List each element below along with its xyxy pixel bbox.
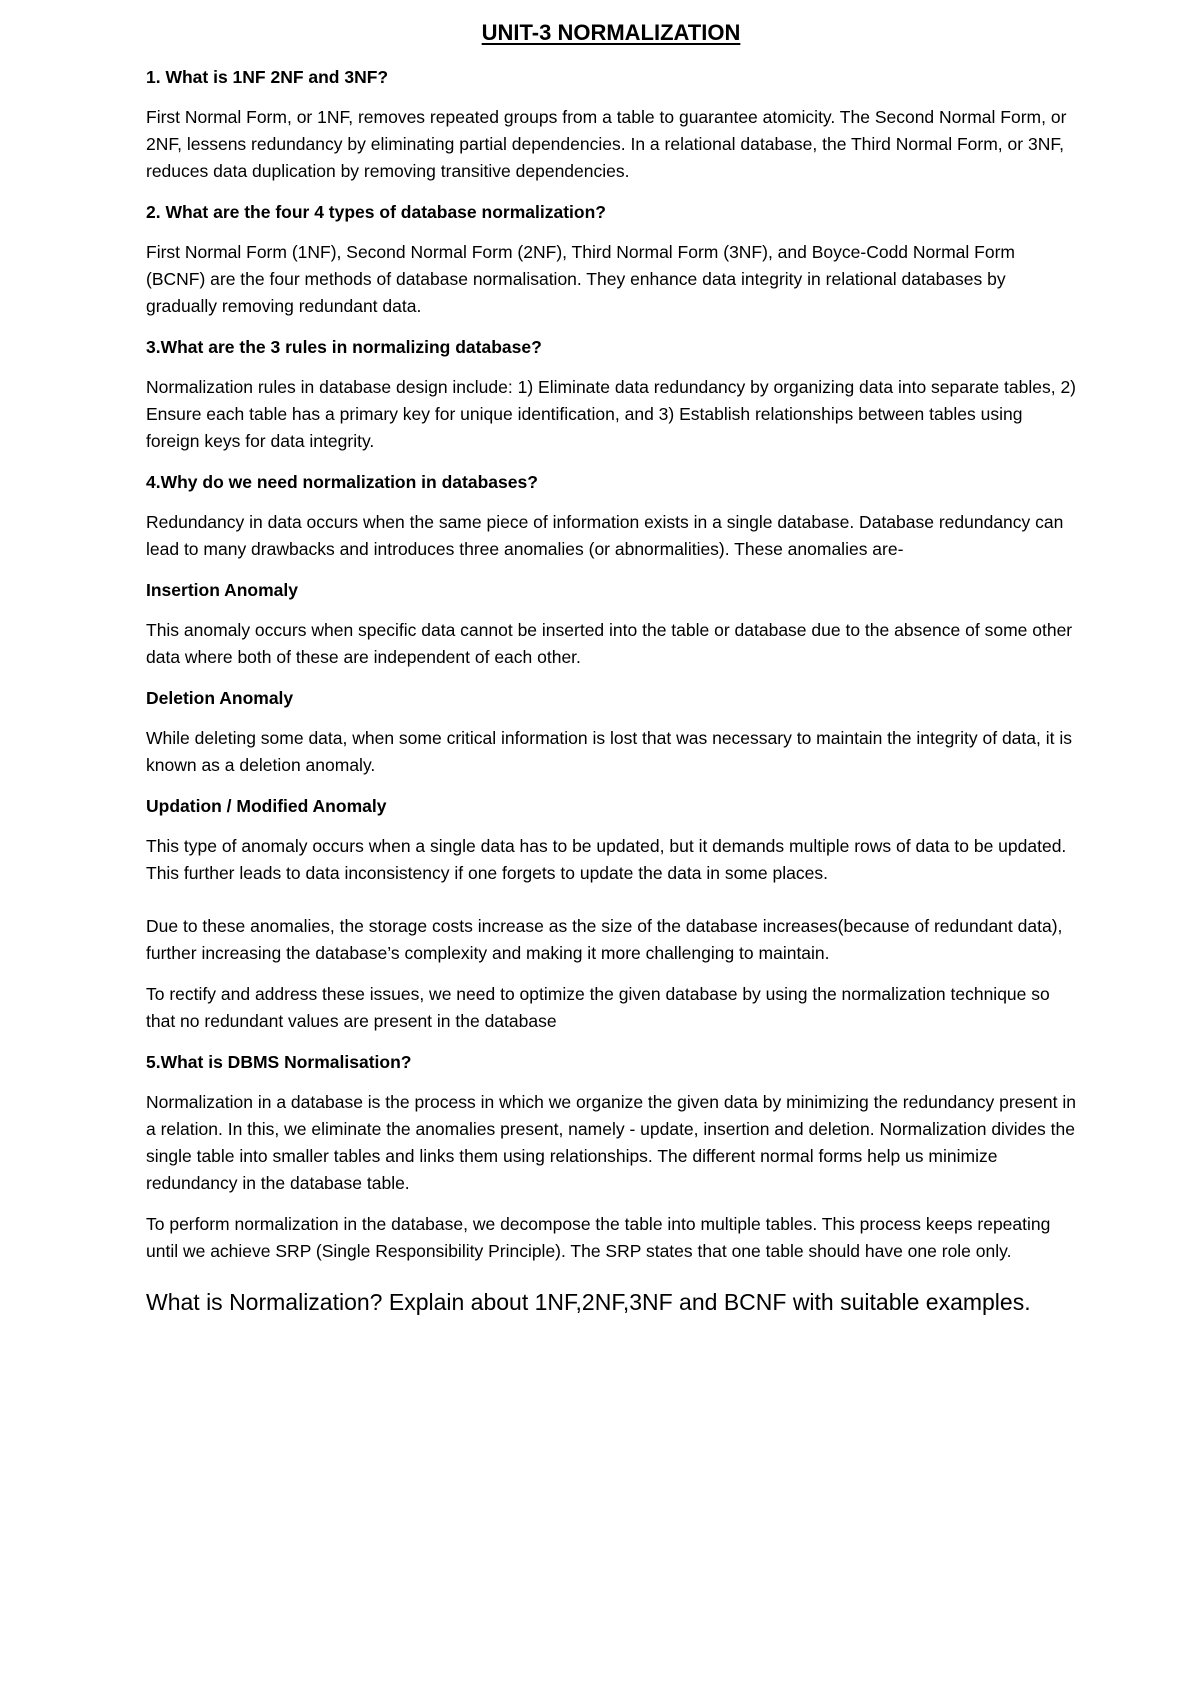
question-2-heading: 2. What are the four 4 types of database normalization? <box>146 202 606 223</box>
question-3-answer: Normalization rules in database design include: 1) Eliminate data redundancy by organizing data into separate tables, 2) Ensure each table has a primary key for unique identification, and 3) Establish relationships between tables using foreign keys for data integrity. <box>146 377 1077 452</box>
question-5-heading: 5.What is DBMS Normalisation? <box>146 1052 412 1073</box>
question-1-heading: 1. What is 1NF 2NF and 3NF? <box>146 67 389 88</box>
question-5-answer-1: Normalization in a database is the process in which we organize the given data by minimizing the redundancy present in a relation. In this, we eliminate the anomalies present, namely - update, insertion and deletion. Normalization divides the single table into smaller tables and links them using relationships. The different normal forms help us minimize redundancy in the database table. <box>146 1092 1076 1194</box>
question-1-answer: First Normal Form, or 1NF, removes repeated groups from a table to guarantee atomicity. The Second Normal Form, or 2NF, lessens redundancy by eliminating partial dependencies. In a relational database, the Third Normal Form, or 3NF, reduces data duplication by removing transitive dependencies. <box>146 107 1067 182</box>
question-3-heading: 3.What are the 3 rules in normalizing database? <box>146 337 542 358</box>
question-4-intro: Redundancy in data occurs when the same piece of information exists in a single database. Database redundancy can lead to many drawbacks and introduces three anomalies (or abnormalities). These anomalies are- <box>146 512 1064 560</box>
document-title: UNIT-3 NORMALIZATION <box>481 20 741 45</box>
final-question-heading: What is Normalization? Explain about 1NF,2NF,3NF and BCNF with suitable examples. <box>146 1289 1031 1316</box>
updation-anomaly-heading: Updation / Modified Anomaly <box>146 796 387 817</box>
question-2-answer: First Normal Form (1NF), Second Normal Form (2NF), Third Normal Form (3NF), and Boyce-Codd Normal Form (BCNF) are the four methods of database normalisation. They enhance data integrity in relational databases by gradually removing redundant data. <box>146 242 1015 317</box>
insertion-anomaly-text: This anomaly occurs when specific data cannot be inserted into the table or database due to the absence of some other data where both of these are independent of each other. <box>146 620 1073 668</box>
anomalies-consequence-text: Due to these anomalies, the storage costs increase as the size of the database increases(because of redundant data), further increasing the database’s complexity and making it more challenging to maintain. <box>146 916 1063 964</box>
question-4-heading: 4.Why do we need normalization in databases? <box>146 472 538 493</box>
question-5-answer-2: To perform normalization in the database, we decompose the table into multiple tables. This process keeps repeating until we achieve SRP (Single Responsibility Principle). The SRP states that one table should have one role only. <box>146 1214 1051 1262</box>
insertion-anomaly-heading: Insertion Anomaly <box>146 580 299 601</box>
document-page <box>146 14 1076 1319</box>
updation-anomaly-text: This type of anomaly occurs when a single data has to be updated, but it demands multiple rows of data to be updated. This further leads to data inconsistency if one forgets to update the data in some places. <box>146 836 1067 884</box>
anomalies-remedy-text: To rectify and address these issues, we need to optimize the given database by using the normalization technique so that no redundant values are present in the database <box>146 984 1050 1032</box>
deletion-anomaly-heading: Deletion Anomaly <box>146 688 294 709</box>
deletion-anomaly-text: While deleting some data, when some critical information is lost that was necessary to maintain the integrity of data, it is known as a deletion anomaly. <box>146 728 1072 776</box>
